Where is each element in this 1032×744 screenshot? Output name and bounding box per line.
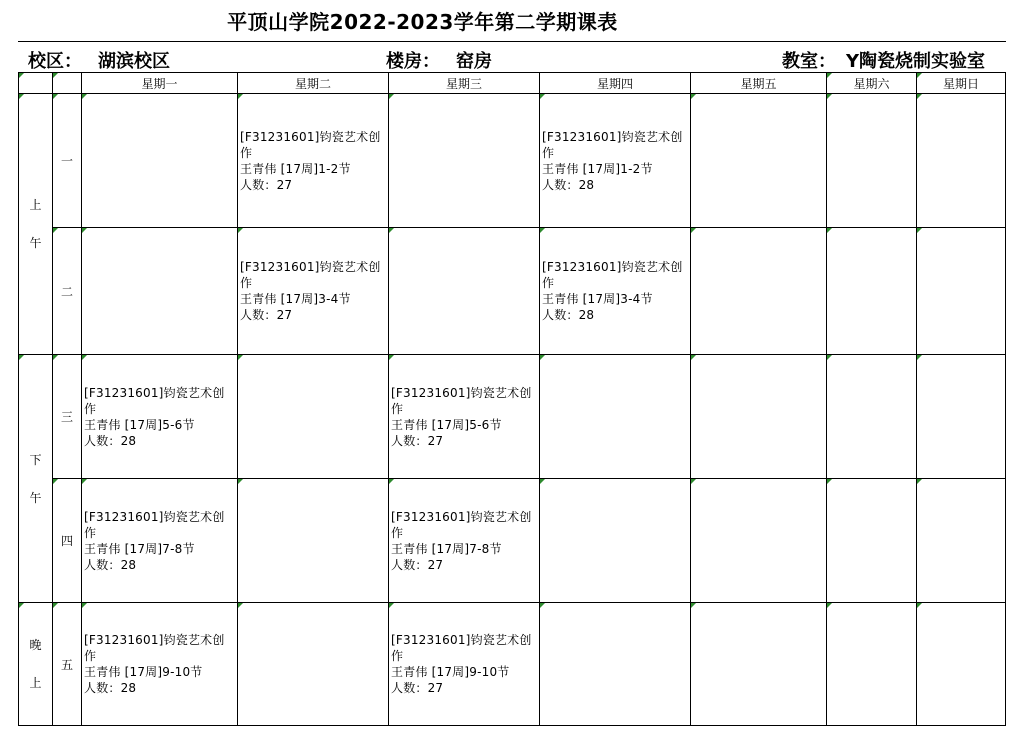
- day-header-row: [19, 73, 1006, 94]
- corner-cell: [19, 73, 53, 94]
- course-cell[interactable]: [389, 603, 540, 726]
- page-title: 平顶山学院2022-2023学年第二学期课表: [227, 10, 618, 34]
- course-cell[interactable]: [540, 94, 691, 228]
- room-label: 教室：: [782, 51, 836, 72]
- course-name: [F31231601]钧瓷艺术创作: [542, 129, 683, 160]
- period-label: 四: [53, 479, 82, 603]
- course-cell-empty: [827, 479, 917, 603]
- course-count: 人数：27: [391, 681, 444, 695]
- course-name: [F31231601]钧瓷艺术创作: [391, 509, 532, 540]
- course-name: [F31231601]钧瓷艺术创作: [84, 385, 225, 416]
- course-cell[interactable]: [82, 479, 238, 603]
- course-cell-empty: [917, 479, 1006, 603]
- course-cell[interactable]: [82, 603, 238, 726]
- timetable: [18, 72, 1006, 726]
- course-teacher: 王青伟 [17周]9-10节: [391, 665, 510, 679]
- course-name: [F31231601]钧瓷艺术创作: [84, 633, 225, 663]
- course-teacher: 王青伟 [17周]1-2节: [240, 161, 351, 176]
- course-cell-empty: [82, 228, 238, 355]
- session-morning: 上 午: [19, 94, 53, 355]
- course-cell-empty: [82, 94, 238, 228]
- building-label: 楼房：: [386, 51, 440, 72]
- course-cell-empty: [238, 603, 389, 726]
- course-cell-empty: [917, 94, 1006, 228]
- course-count: 人数：28: [542, 177, 595, 192]
- course-count: 人数：27: [391, 557, 444, 572]
- course-teacher: 王青伟 [17周]7-8节: [84, 541, 195, 556]
- room-value: Y陶瓷烧制实验室: [846, 51, 986, 72]
- course-name: [F31231601]钧瓷艺术创作: [542, 260, 683, 290]
- course-teacher: 王青伟 [17周]9-10节: [84, 665, 203, 679]
- course-cell[interactable]: [238, 94, 389, 228]
- course-teacher: 王青伟 [17周]5-6节: [391, 417, 502, 432]
- course-cell[interactable]: [238, 228, 389, 355]
- period-row: [19, 479, 1006, 603]
- period-label: 二: [53, 228, 82, 355]
- course-cell-empty: [691, 94, 827, 228]
- course-cell-empty: [827, 603, 917, 726]
- course-name: [F31231601]钧瓷艺术创作: [391, 633, 532, 663]
- course-count: 人数：28: [84, 557, 137, 572]
- course-teacher: 王青伟 [17周]5-6节: [84, 417, 195, 432]
- course-count: 人数：27: [240, 177, 293, 192]
- course-cell-empty: [691, 603, 827, 726]
- period-row: [19, 228, 1006, 355]
- course-teacher: 王青伟 [17周]7-8节: [391, 541, 502, 556]
- building-value: 窑房: [456, 51, 492, 72]
- corner-cell: [53, 73, 82, 94]
- period-row: [19, 603, 1006, 726]
- campus-label: 校区：: [28, 51, 82, 72]
- course-teacher: 王青伟 [17周]1-2节: [542, 161, 653, 176]
- day-header: 星期二: [238, 73, 389, 94]
- course-count: 人数：27: [391, 433, 444, 448]
- info-bar: [20, 47, 1006, 71]
- day-header: 星期日: [917, 73, 1006, 94]
- course-count: 人数：28: [84, 433, 137, 448]
- period-row: [19, 355, 1006, 479]
- course-cell-empty: [540, 355, 691, 479]
- period-label: 三: [53, 355, 82, 479]
- course-cell-empty: [238, 479, 389, 603]
- course-name: [F31231601]钧瓷艺术创作: [240, 260, 381, 290]
- session-afternoon: 下 午: [19, 355, 53, 603]
- title-divider: [18, 41, 1006, 42]
- course-cell[interactable]: [389, 355, 540, 479]
- session-evening: 晚 上: [19, 603, 53, 726]
- day-header: 星期三: [389, 73, 540, 94]
- course-teacher: 王青伟 [17周]3-4节: [240, 292, 351, 306]
- course-cell[interactable]: [540, 228, 691, 355]
- course-cell-empty: [389, 228, 540, 355]
- course-cell-empty: [917, 228, 1006, 355]
- course-name: [F31231601]钧瓷艺术创作: [240, 129, 381, 160]
- course-cell-empty: [827, 94, 917, 228]
- course-name: [F31231601]钧瓷艺术创作: [391, 385, 532, 416]
- day-header: 星期六: [827, 73, 917, 94]
- course-cell[interactable]: [82, 355, 238, 479]
- period-label: 一: [53, 94, 82, 228]
- course-teacher: 王青伟 [17周]3-4节: [542, 292, 653, 306]
- course-cell-empty: [917, 603, 1006, 726]
- course-count: 人数：27: [240, 308, 293, 322]
- period-row: [19, 94, 1006, 228]
- course-cell-empty: [238, 355, 389, 479]
- course-count: 人数：28: [84, 681, 137, 695]
- day-header: 星期五: [691, 73, 827, 94]
- course-cell-empty: [691, 355, 827, 479]
- course-cell[interactable]: [389, 479, 540, 603]
- course-cell-empty: [827, 355, 917, 479]
- course-cell-empty: [917, 355, 1006, 479]
- period-label: 五: [53, 603, 82, 726]
- day-header: 星期一: [82, 73, 238, 94]
- course-cell-empty: [540, 603, 691, 726]
- course-cell-empty: [389, 94, 540, 228]
- course-cell-empty: [540, 479, 691, 603]
- campus-value: 湖滨校区: [98, 51, 170, 72]
- course-name: [F31231601]钧瓷艺术创作: [84, 509, 225, 540]
- course-cell-empty: [827, 228, 917, 355]
- course-cell-empty: [691, 228, 827, 355]
- course-count: 人数：28: [542, 308, 595, 322]
- day-header: 星期四: [540, 73, 691, 94]
- course-cell-empty: [691, 479, 827, 603]
